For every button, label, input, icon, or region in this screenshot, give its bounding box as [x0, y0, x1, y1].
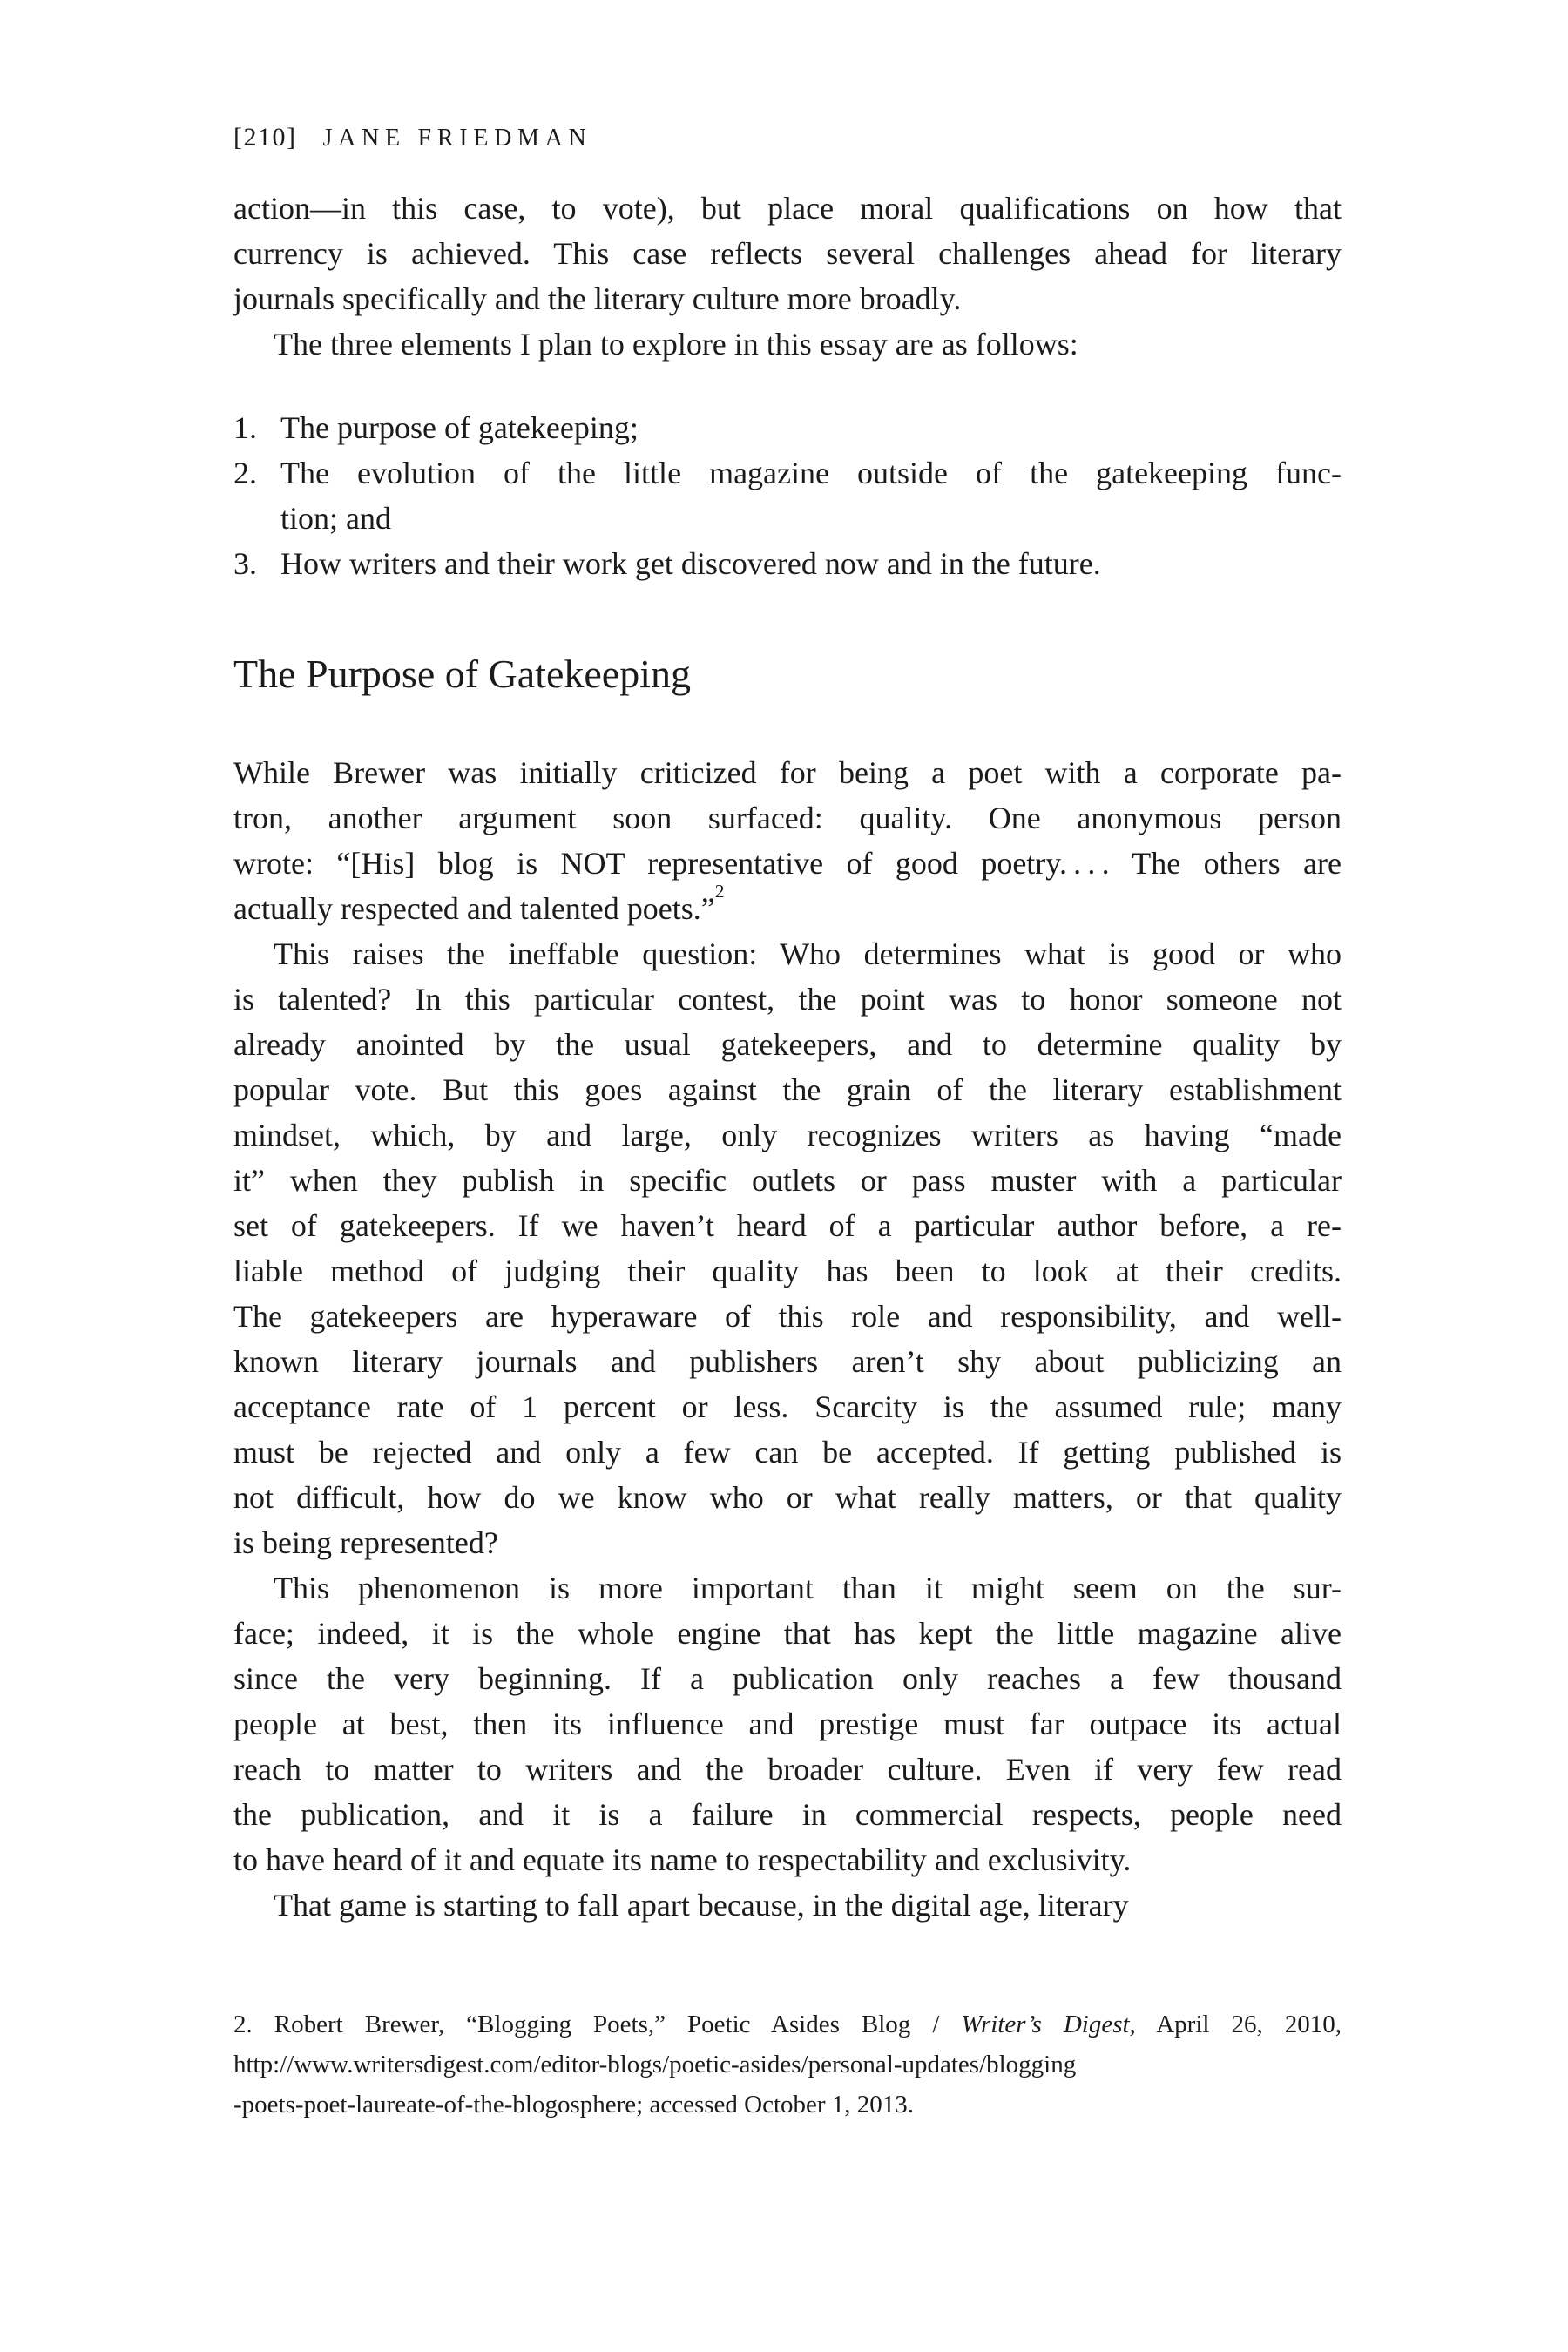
list-item-number: 2.	[233, 456, 257, 490]
text-line	[233, 795, 1342, 841]
text-line	[233, 1837, 1342, 1882]
text-segment: tion; and	[280, 501, 391, 536]
text-segment: is being represented?	[233, 1525, 498, 1560]
list-item-text	[280, 405, 1342, 450]
list-item	[233, 405, 1342, 450]
text-line	[233, 881, 1342, 931]
text-segment: 2. Robert Brewer, “Blogging Poets,” Poetic Asides Blog /	[233, 2011, 962, 2038]
text-segment: reach to matter to writers and the broader culture. Even if very few read	[233, 1752, 1342, 1787]
text-line	[233, 1158, 1342, 1203]
text-line	[233, 2085, 1342, 2125]
text-segment: to have heard of it and equate its name to respectability and exclusivity.	[233, 1842, 1132, 1877]
text-segment: since the very beginning. If a publication only reaches a few thousand	[233, 1661, 1342, 1696]
text-segment: This phenomenon is more important than it might seem on the sur-	[274, 1571, 1342, 1605]
text-line	[233, 2044, 1342, 2085]
text-segment: not difficult, how do we know who or what really matters, or that quality	[233, 1480, 1342, 1515]
paragraph-quality	[233, 750, 1342, 931]
running-head	[233, 122, 1342, 154]
text-segment: acceptance rate of 1 percent or less. Scarcity is the assumed rule; many	[233, 1389, 1342, 1424]
text-segment: popular vote. But this goes against the grain of the literary establishment	[233, 1072, 1342, 1107]
list-item-number: 3.	[233, 546, 257, 581]
footnote-reference: 2	[714, 881, 725, 902]
text-segment: http://www.writersdigest.com/editor-blogs/poetic-asides/personal-updates/blogging	[233, 2051, 1077, 2078]
text-segment: The gatekeepers are hyperaware of this role and responsibility, and well-	[233, 1299, 1342, 1334]
text-line	[233, 1203, 1342, 1248]
paragraph-phenomenon	[233, 1565, 1342, 1882]
text-line	[233, 1022, 1342, 1067]
italic-text: Writer’s Digest	[961, 2011, 1130, 2038]
text-line	[280, 541, 1342, 586]
text-segment: people at best, then its influence and prestige must far outpace its actual	[233, 1707, 1342, 1741]
text-line	[233, 1248, 1342, 1294]
numbered-list	[233, 405, 1342, 586]
text-line	[233, 1656, 1342, 1701]
text-line	[280, 496, 1342, 541]
text-segment: tron, another argument soon surfaced: quality. One anonymous person	[233, 801, 1342, 835]
text-line	[233, 1520, 1342, 1565]
text-segment: mindset, which, by and large, only recognizes writers as having “made	[233, 1118, 1342, 1152]
text-line	[233, 750, 1342, 795]
footnote	[233, 2004, 1342, 2125]
opening-paragraph	[233, 186, 1342, 321]
intro-paragraph	[233, 321, 1342, 367]
text-line	[233, 1882, 1342, 1928]
text-line	[233, 1112, 1342, 1158]
text-segment: it” when they publish in specific outlets or pass muster with a particular	[233, 1163, 1342, 1198]
paragraph-question	[233, 931, 1342, 1565]
text-segment: While Brewer was initially criticized for being a poet with a corporate pa-	[233, 755, 1342, 790]
text-segment: The evolution of the little magazine outside of the gatekeeping func-	[280, 456, 1342, 490]
text-line	[233, 1384, 1342, 1429]
page-number: [210]	[233, 123, 297, 152]
text-line	[233, 1611, 1342, 1656]
list-item	[233, 450, 1342, 541]
text-segment: is talented? In this particular contest, the point was to honor someone not	[233, 982, 1342, 1017]
text-segment: journals specifically and the literary culture more broadly.	[233, 281, 962, 316]
text-segment: currency is achieved. This case reflects several challenges ahead for literary	[233, 236, 1342, 271]
text-segment: the publication, and it is a failure in commercial respects, people need	[233, 1797, 1342, 1832]
text-line	[233, 186, 1342, 231]
text-line	[233, 2004, 1342, 2044]
text-segment: action—in this case, to vote), but place moral qualifications on how that	[233, 191, 1342, 226]
author-name: JANE FRIEDMAN	[322, 125, 592, 152]
paragraph-game	[233, 1882, 1342, 1928]
text-segment: already anointed by the usual gatekeepers, and to determine quality by	[233, 1027, 1342, 1062]
text-line	[233, 1701, 1342, 1747]
text-segment: , April 26, 2010,	[1129, 2011, 1342, 2038]
text-line	[233, 1792, 1342, 1837]
text-segment: must be rejected and only a few can be accepted. If getting published is	[233, 1435, 1342, 1470]
text-segment: known literary journals and publishers aren’t shy about publicizing an	[233, 1344, 1342, 1379]
text-segment: set of gatekeepers. If we haven’t heard of a particular author before, a re-	[233, 1208, 1342, 1243]
text-segment: actually respected and talented poets.”	[233, 891, 715, 926]
text-segment: wrote: “[His] blog is NOT representative of good poetry. . . . The others are	[233, 846, 1342, 881]
text-line	[233, 1067, 1342, 1112]
text-line	[233, 1339, 1342, 1384]
list-item-number: 1.	[233, 410, 257, 445]
text-segment: How writers and their work get discovered now and in the future.	[280, 546, 1101, 581]
text-segment: liable method of judging their quality has been to look at their credits.	[233, 1254, 1342, 1288]
text-segment: The three elements I plan to explore in this essay are as follows:	[274, 327, 1078, 362]
text-line	[233, 977, 1342, 1022]
list-item-text	[280, 450, 1342, 541]
text-line	[233, 1565, 1342, 1611]
text-segment: -poets-poet-laureate-of-the-blogosphere; accessed October 1, 2013.	[233, 2091, 915, 2119]
text-line	[233, 1747, 1342, 1792]
text-line	[233, 1429, 1342, 1475]
list-item	[233, 541, 1342, 586]
text-line	[233, 1294, 1342, 1339]
text-segment: face; indeed, it is the whole engine that has kept the little magazine alive	[233, 1616, 1342, 1651]
text-line	[233, 931, 1342, 977]
text-line	[233, 321, 1342, 367]
text-line	[233, 841, 1342, 886]
list-item-text	[280, 541, 1342, 586]
text-line	[233, 1475, 1342, 1520]
text-block	[233, 122, 1342, 2125]
text-line	[280, 405, 1342, 450]
text-segment: The purpose of gatekeeping;	[280, 410, 639, 445]
section-heading: The Purpose of Gatekeeping	[233, 652, 692, 696]
text-line	[233, 231, 1342, 276]
text-line	[233, 276, 1342, 321]
text-segment: This raises the ineffable question: Who determines what is good or who	[274, 936, 1342, 971]
text-segment: That game is starting to fall apart because, in the digital age, literary	[274, 1888, 1129, 1923]
text-line	[280, 450, 1342, 496]
